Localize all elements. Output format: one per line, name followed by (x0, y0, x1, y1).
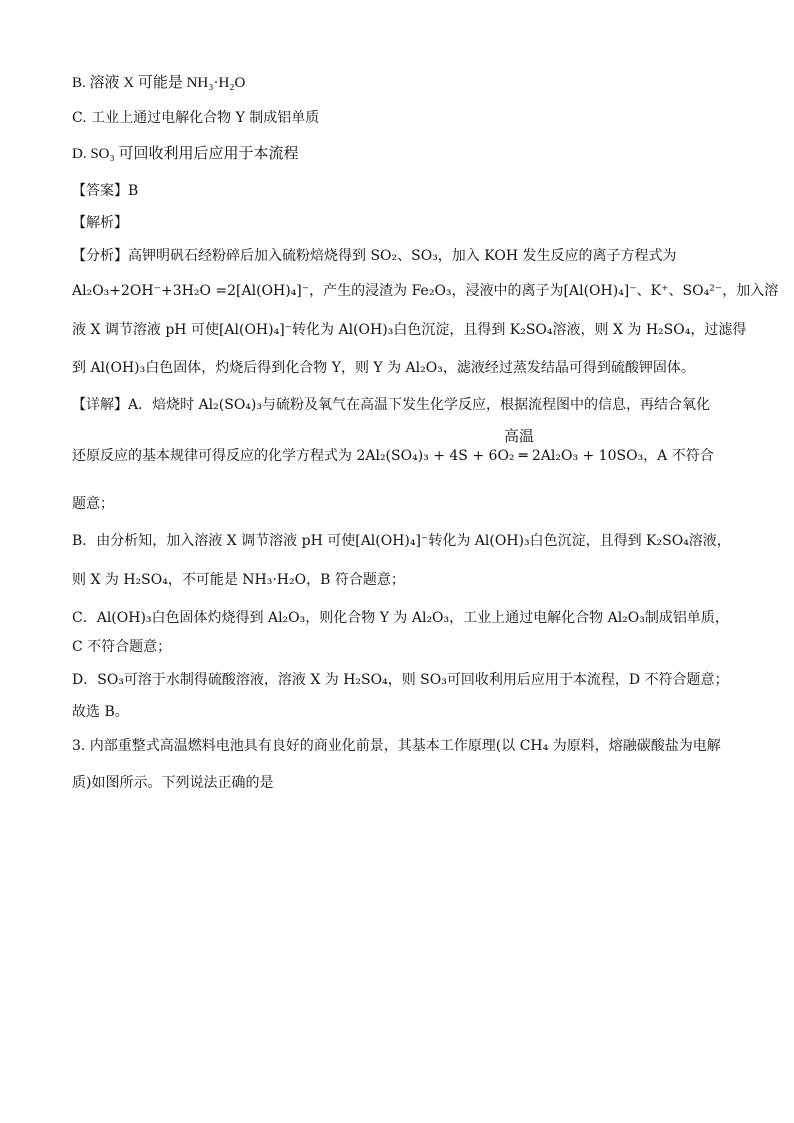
detail-line-2-text: 还原反应的基本规律可得反应的化学方程式为 2Al₂(SO₄)₃ + 4S + 6O₂ ═ 2Al₂O₃ + 10SO₃，A 不符合 (72, 448, 714, 464)
question-3-line-1: 3. 内部重整式高温燃料电池具有良好的商业化前景，其基本工作原理(以 CH₄ 为原料，熔融碳酸盐为电解 (72, 738, 721, 754)
answer-label: 【答案】B (72, 183, 139, 199)
detail-line-7: C 不符合题意； (72, 639, 172, 655)
detail-line-3: 题意； (72, 496, 114, 512)
detail-line-5: 则 X 为 H₂SO₄，不可能是 NH₃·H₂O，B 符合题意； (72, 572, 405, 588)
analysis-line-3: 液 X 调节溶液 pH 可使[Al(OH)₄]⁻转化为 Al(OH)₃白色沉淀，且得到 K₂SO₄溶液，则 X 为 H₂SO₄，过滤得 (72, 322, 747, 338)
detail-line-6: C．Al(OH)₃白色固体灼烧得到 Al₂O₃，则化合物 Y 为 Al₂O₃，工业上通过电解化合物 Al₂O₃制成铝单质， (72, 610, 729, 626)
detail-line-4: B．由分析知，加入溶液 X 调节溶液 pH 可使[Al(OH)₄]⁻转化为 Al(OH)₃白色沉淀，且得到 K₂SO₄溶液， (72, 533, 731, 549)
detail-line-2 (72, 427, 722, 466)
question-3-line-2: 质)如图所示。下列说法正确的是 (72, 775, 274, 791)
analysis-line-4: 到 Al(OH)₃白色固体，灼烧后得到化合物 Y，则 Y 为 Al₂O₃，滤液经过蒸发结晶可得到硫酸钾固体。 (72, 360, 695, 376)
detail-line-9: 故选 B。 (72, 704, 129, 720)
detail-line-1: 【详解】A．焙烧时 Al₂(SO₄)₃与硫粉及氧气在高温下发生化学反应，根据流程图中的信息，再结合氧化 (72, 397, 710, 413)
analysis-line-1: 【分析】高钾明矾石经粉碎后加入硫粉焙烧得到 SO₂、SO₃，加入 KOH 发生反应的离子方程式为 (72, 248, 677, 264)
option-c: C. 工业上通过电解化合物 Y 制成铝单质 (72, 110, 320, 126)
option-d: D. SO₃ 可回收利用后应用于本流程 (72, 146, 299, 162)
reaction-condition: 高温 (504, 427, 535, 445)
analysis-title: 【解析】 (72, 215, 128, 231)
option-b: B. 溶液 X 可能是 NH₃·H₂O (72, 75, 246, 91)
analysis-line-2: Al₂O₃+2OH⁻+3H₂O =2[Al(OH)₄]⁻，产生的浸渣为 Fe₂O₃，浸液中的离子为[Al(OH)₄]⁻、K⁺、SO₄²⁻，加入溶 (72, 283, 779, 299)
detail-line-8: D．SO₃可溶于水制得硫酸溶液，溶液 X 为 H₂SO₄，则 SO₃可回收利用后应用于本流程，D 不符合题意； (72, 672, 729, 688)
